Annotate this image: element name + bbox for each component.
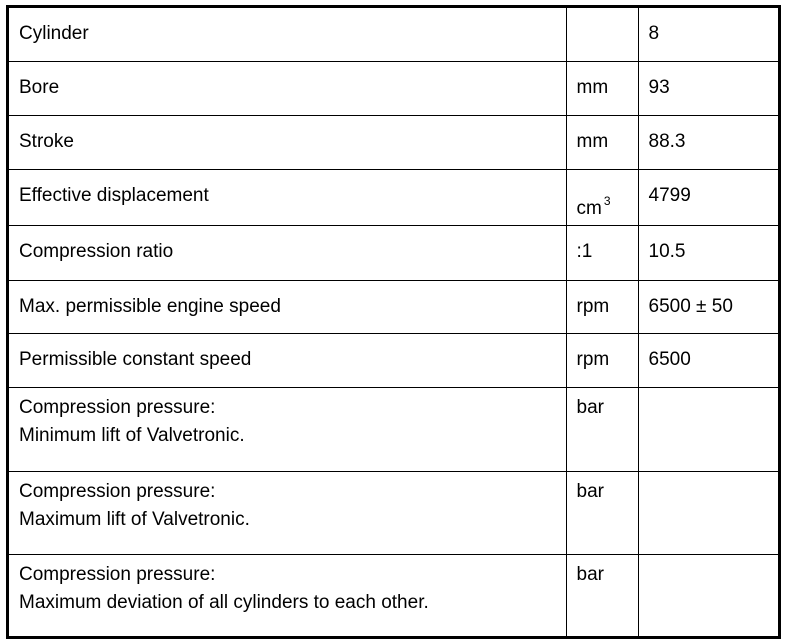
unit-cell: mm — [566, 61, 638, 115]
parameter-cell — [9, 387, 566, 471]
value-cell: 10.5 — [638, 225, 778, 280]
unit-cell — [566, 8, 638, 61]
parameter-cell — [9, 225, 566, 280]
unit-cell: bar — [566, 387, 638, 471]
parameter-cell — [9, 61, 566, 115]
table-row — [9, 115, 778, 169]
parameter-label: Compression pressure: — [19, 396, 216, 418]
parameter-label: Cylinder — [19, 23, 89, 44]
table-row — [9, 225, 778, 280]
value-cell — [638, 387, 778, 471]
parameter-sublabel: Minimum lift of Valvetronic. — [19, 424, 245, 446]
unit-cell: rpm — [566, 333, 638, 387]
spec-table-frame — [6, 5, 781, 639]
table-row — [9, 333, 778, 387]
parameter-label: Compression ratio — [19, 240, 174, 262]
unit-cell — [566, 169, 638, 225]
parameter-label: Effective displacement — [19, 184, 209, 206]
parameter-cell — [9, 8, 566, 61]
parameter-cell — [9, 471, 566, 554]
parameter-sublabel: Maximum deviation of all cylinders to each other. — [19, 591, 429, 613]
value-cell: 88.3 — [638, 115, 778, 169]
parameter-label: Compression pressure: — [19, 480, 216, 502]
unit-cell: bar — [566, 554, 638, 636]
parameter-sublabel: Maximum lift of Valvetronic. — [19, 508, 250, 530]
value-cell: 6500 — [638, 333, 778, 387]
unit-cell: :1 — [566, 225, 638, 280]
value-cell: 8 — [638, 8, 778, 61]
table-row — [9, 169, 778, 225]
parameter-cell — [9, 554, 566, 636]
value-cell — [638, 471, 778, 554]
unit-cell: bar — [566, 471, 638, 554]
parameter-cell — [9, 280, 566, 333]
table-row — [9, 280, 778, 333]
parameter-label: Compression pressure: — [19, 563, 216, 585]
table-row — [9, 387, 778, 471]
parameter-label: Bore — [19, 76, 60, 98]
parameter-cell — [9, 333, 566, 387]
table-row — [9, 8, 778, 61]
parameter-label: Permissible constant speed — [19, 348, 252, 370]
parameter-label: Max. permissible engine speed — [19, 295, 281, 317]
unit-superscript: 3 — [603, 193, 611, 208]
parameter-cell — [9, 169, 566, 225]
parameter-cell — [9, 115, 566, 169]
parameter-label: Stroke — [19, 130, 74, 152]
unit-base: cm — [576, 197, 602, 219]
value-cell — [638, 554, 778, 636]
unit-cell: rpm — [566, 280, 638, 333]
table-row — [9, 471, 778, 554]
value-cell: 4799 — [638, 169, 778, 225]
value-cell: 6500 ± 50 — [638, 280, 778, 333]
engine-spec-table — [9, 8, 778, 636]
table-row — [9, 554, 778, 636]
value-cell: 93 — [638, 61, 778, 115]
table-row — [9, 61, 778, 115]
unit-cell: mm — [566, 115, 638, 169]
